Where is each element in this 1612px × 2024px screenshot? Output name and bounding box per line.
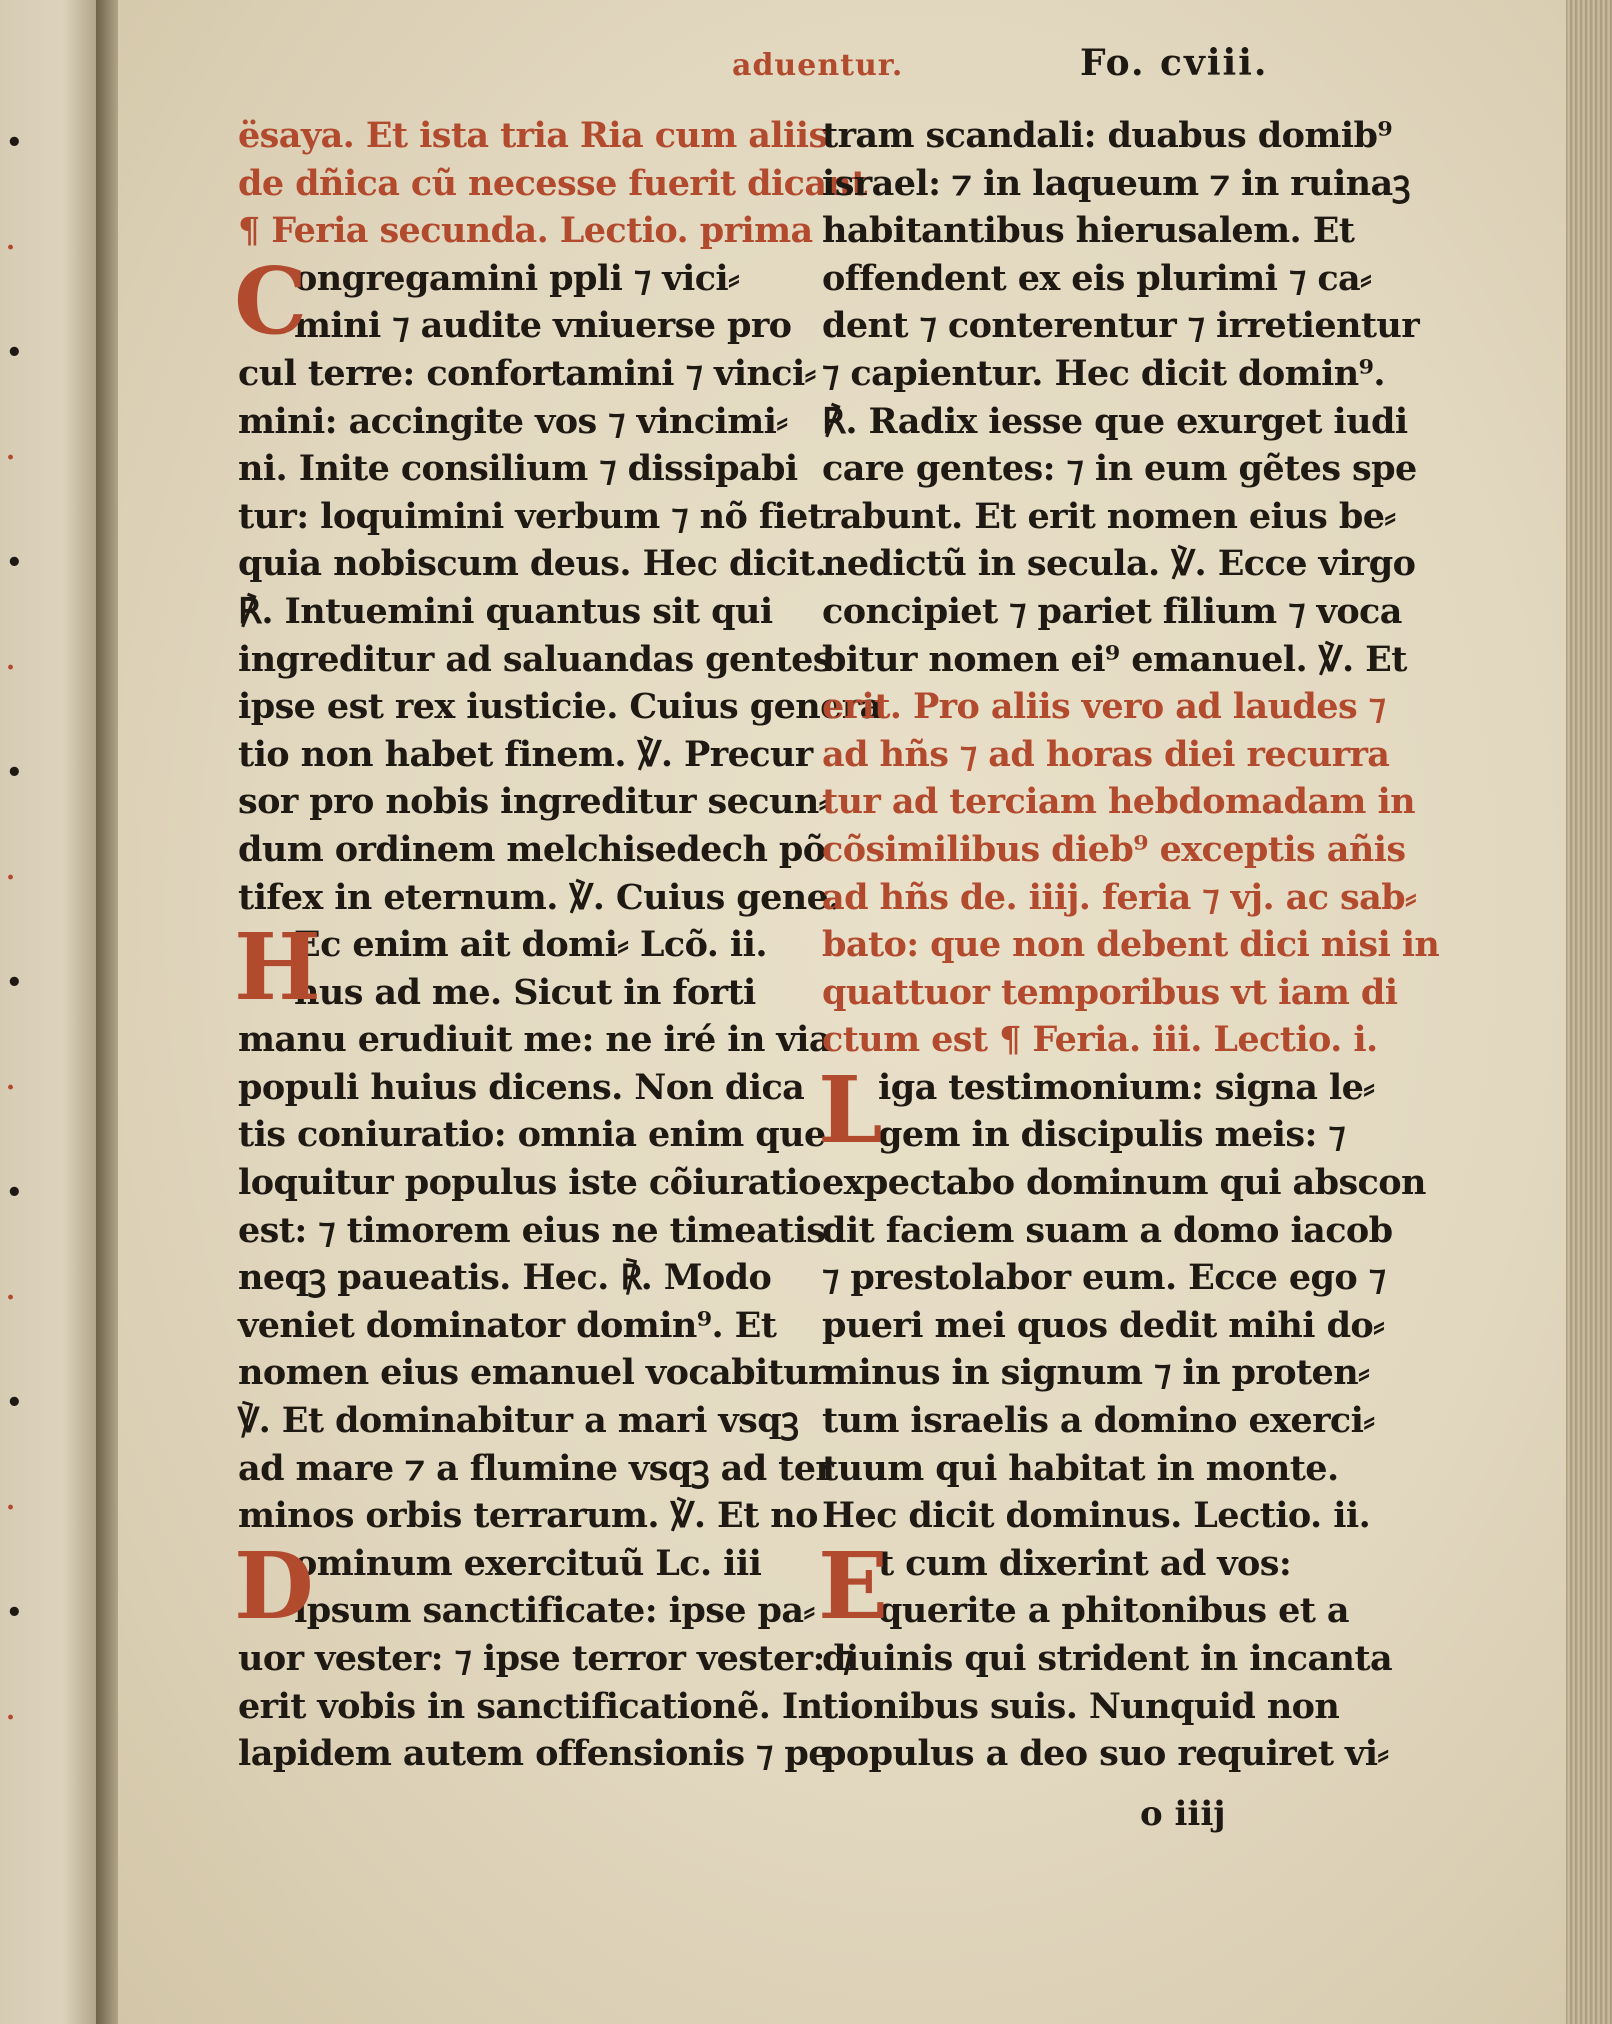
text-line	[822, 540, 1416, 588]
folio-number: Fo. cviii.	[1080, 42, 1269, 84]
line-text: ℣. Et dominabitur a mari vsqꝫ	[238, 1400, 799, 1442]
facing-page-mark: •	[6, 338, 23, 368]
line-text: mini ⁊ audite vniuerse pro	[294, 305, 792, 347]
line-text: ad hñs ⁊ ad horas diei recurra	[822, 733, 1390, 775]
line-text: rabunt. Et erit nomen eius be⸗	[822, 495, 1396, 537]
text-line	[238, 1254, 813, 1302]
text-line	[238, 874, 840, 922]
facing-page-mark: ·	[6, 1073, 16, 1103]
drop-initial: D	[234, 1531, 314, 1640]
text-line	[822, 1302, 1397, 1350]
line-text: tionibus suis. Nunquid non	[822, 1685, 1340, 1727]
line-text: iga testimonium: signa le⸗	[878, 1066, 1375, 1108]
signature-mark: o iiij	[1140, 1794, 1226, 1834]
text-line	[822, 969, 1397, 1017]
line-text: pueri mei quos dedit mihi do⸗	[822, 1304, 1385, 1346]
text-column-right	[818, 112, 1440, 1832]
text-line	[822, 1207, 1397, 1255]
text-line	[822, 826, 1406, 874]
line-text: expectabo dominum qui abscon	[822, 1162, 1426, 1204]
text-line	[822, 874, 1417, 922]
text-line	[822, 588, 1402, 636]
text-line	[238, 636, 832, 684]
line-text: mini: accingite vos ⁊ vincimi⸗	[238, 400, 788, 442]
line-text: ni. Inite consilium ⁊ dissipabi	[238, 448, 798, 490]
text-line	[822, 1016, 1397, 1064]
text-line	[822, 1254, 1397, 1302]
text-line	[238, 683, 882, 731]
facing-page-mark: •	[6, 128, 23, 158]
line-text: ipsum sanctificate: ipse pa⸗	[294, 1590, 815, 1632]
line-text: israel: ⁊ in laqueum ⁊ in ruinaꝫ	[822, 162, 1410, 204]
line-text: dum ordinem melchisedech põ	[238, 828, 826, 870]
line-text: tram scandali: duabus domib⁹	[822, 115, 1393, 156]
line-text: quattuor temporibus vt iam di	[822, 971, 1398, 1013]
line-text: gem in discipulis meis: ⁊	[878, 1114, 1346, 1156]
line-text: cõsimilibus dieb⁹ exceptis añis	[822, 828, 1406, 870]
line-text: ⁊ prestolabor eum. Ecce ego ⁊	[822, 1257, 1386, 1299]
text-line	[238, 1064, 813, 1112]
facing-page-mark: •	[6, 968, 23, 998]
line-text: nus ad me. Sicut in forti	[294, 971, 756, 1013]
text-line	[822, 302, 1420, 350]
text-line	[822, 1492, 1397, 1540]
page-edges	[1566, 0, 1612, 2024]
text-line	[238, 493, 824, 541]
text-line	[238, 969, 813, 1017]
line-text: manu erudiuit me: ne iré in via	[238, 1019, 831, 1061]
text-line	[822, 683, 1397, 731]
text-line	[238, 1111, 826, 1159]
drop-initial: L	[818, 1055, 883, 1164]
text-line	[822, 1397, 1397, 1445]
line-text: ongregamini ppli ⁊ vici⸗	[294, 257, 740, 299]
text-line	[238, 1016, 831, 1064]
line-text: ominum exercituũ Lc. iii	[294, 1542, 762, 1584]
drop-initial: H	[234, 913, 321, 1022]
line-text: populi huius dicens. Non dica	[238, 1066, 805, 1108]
line-text: ℟. Radix iesse que exurget iudi	[822, 400, 1408, 442]
text-line	[822, 921, 1440, 969]
line-text: ¶ Feria secunda. Lectio. prima	[238, 210, 813, 252]
line-text: diuinis qui strident in incanta	[822, 1638, 1393, 1679]
text-line	[238, 588, 813, 636]
text-line	[822, 1587, 1397, 1635]
line-text: ipse est rex iusticie. Cuius genera	[238, 686, 882, 728]
line-text: tum israelis a domino exerci⸗	[822, 1400, 1375, 1442]
text-line	[238, 1635, 854, 1683]
drop-initial: E	[818, 1531, 888, 1640]
line-text: dit faciem suam a domo iacob	[822, 1209, 1393, 1251]
line-text: nedictũ in secula. ℣. Ecce virgo	[822, 543, 1416, 585]
text-line	[238, 398, 813, 446]
text-line	[238, 1730, 830, 1778]
text-line	[238, 207, 813, 255]
line-text: neqꝫ paueatis. Hec. ℟. Modo	[238, 1257, 772, 1299]
line-text: sor pro nobis ingreditur secun⸗	[238, 781, 830, 823]
facing-page-mark: •	[6, 1388, 23, 1418]
line-text: ingreditur ad saluandas gentes	[238, 638, 832, 680]
line-text: nomen eius emanuel vocabitur	[238, 1352, 826, 1394]
line-text: ℟. Intuemini quantus sit qui	[238, 590, 773, 632]
line-text: erit. Pro aliis vero ad laudes ⁊	[822, 686, 1386, 728]
text-line	[238, 350, 816, 398]
page-header	[720, 42, 1340, 92]
facing-page-mark: ·	[6, 1703, 16, 1733]
line-text: habitantibus hierusalem. Et	[822, 210, 1355, 252]
drop-initial: C	[234, 246, 307, 355]
text-line	[238, 1207, 826, 1255]
text-line	[822, 445, 1417, 493]
text-line	[822, 160, 1410, 208]
line-text: tis coniuratio: omnia enim que	[238, 1114, 826, 1156]
line-text: Hec dicit dominus. Lectio. ii.	[822, 1495, 1371, 1537]
line-text: concipiet ⁊ pariet filium ⁊ voca	[822, 590, 1402, 632]
line-text: dent ⁊ conterentur ⁊ irretientur	[822, 305, 1420, 347]
line-text: ësaya. Et ista tria Ria cum aliis	[238, 115, 828, 156]
text-line	[238, 1683, 823, 1731]
text-line	[822, 112, 1397, 160]
line-text: querite a phitonibus et a	[878, 1590, 1349, 1632]
text-line	[822, 1683, 1397, 1731]
text-column-left	[234, 112, 882, 1832]
line-text: tio non habet finem. ℣. Precur	[238, 733, 813, 775]
text-line	[238, 445, 813, 493]
line-text: est: ⁊ timorem eius ne timeatis	[238, 1209, 826, 1251]
text-line	[822, 1730, 1397, 1778]
text-line	[238, 1445, 834, 1493]
text-line	[238, 1159, 821, 1207]
line-text: uor vester: ⁊ ipse terror vester: ⁊	[238, 1638, 854, 1679]
line-text: ad mare ⁊ a flumine vsqꝫ ad ter	[238, 1447, 834, 1489]
line-text: populus a deo suo requiret vi⸗	[822, 1733, 1389, 1775]
line-text: erit vobis in sanctificationẽ. In	[238, 1685, 823, 1727]
line-text: Ec enim ait domi⸗ Lcõ. ii.	[294, 924, 767, 966]
text-line	[238, 160, 867, 208]
text-line	[822, 207, 1397, 255]
line-text: bitur nomen ei⁹ emanuel. ℣. Et	[822, 638, 1407, 680]
line-text: tifex in eternum. ℣. Cuius gene.	[238, 876, 840, 918]
line-text: ad hñs de. iiij. feria ⁊ vj. ac sab⸗	[822, 876, 1417, 918]
facing-page-mark: •	[6, 758, 23, 788]
text-line	[822, 1111, 1397, 1159]
text-line	[238, 731, 813, 779]
running-head: aduentur.	[732, 48, 904, 83]
facing-page-mark: ·	[6, 653, 16, 683]
text-line	[238, 302, 813, 350]
line-text: veniet dominator domin⁹. Et	[238, 1304, 777, 1346]
line-text: tuum qui habitat in monte.	[822, 1447, 1339, 1489]
line-text: bato: que non debent dici nisi in	[822, 924, 1440, 966]
text-line	[238, 112, 828, 160]
text-line	[822, 1159, 1426, 1207]
line-text: quia nobiscum deus. Hec dicit.	[238, 543, 827, 585]
facing-page-mark: •	[6, 1178, 23, 1208]
text-line	[822, 636, 1407, 684]
text-line	[822, 1445, 1397, 1493]
text-line	[238, 778, 830, 826]
text-line	[238, 1397, 813, 1445]
facing-page-mark: ·	[6, 1283, 16, 1313]
text-line	[822, 778, 1415, 826]
line-text: cul terre: confortamini ⁊ vinci⸗	[238, 352, 816, 394]
text-line	[238, 1349, 826, 1397]
facing-page-mark: ·	[6, 443, 16, 473]
facing-page-mark: ·	[6, 233, 16, 263]
line-text: minos orbis terrarum. ℣. Et no	[238, 1495, 818, 1537]
line-text: de dñica cũ necesse fuerit dicant	[238, 162, 867, 204]
text-line	[238, 540, 827, 588]
text-line	[822, 493, 1397, 541]
line-text: loquitur populus iste cõiuratio	[238, 1162, 821, 1204]
text-line	[822, 1349, 1397, 1397]
line-text: care gentes: ⁊ in eum gẽtes spe	[822, 448, 1417, 490]
text-line	[238, 1587, 813, 1635]
text-line	[822, 398, 1408, 446]
text-line	[822, 731, 1397, 779]
line-text: ⁊ capientur. Hec dicit domin⁹.	[822, 352, 1385, 394]
text-line	[238, 826, 826, 874]
line-text: offendent ex eis plurimi ⁊ ca⸗	[822, 257, 1372, 299]
facing-page-mark: •	[6, 548, 23, 578]
text-line	[238, 1302, 813, 1350]
text-line	[822, 350, 1397, 398]
line-text: tur: loquimini verbum ⁊ nõ fiet	[238, 495, 824, 537]
line-text: minus in signum ⁊ in proten⸗	[822, 1352, 1370, 1394]
facing-page-mark: ·	[6, 863, 16, 893]
facing-page-mark: •	[6, 1598, 23, 1628]
text-line	[822, 1635, 1397, 1683]
line-text: t cum dixerint ad vos:	[878, 1542, 1292, 1584]
line-text: ctum est ¶ Feria. iii. Lectio. i.	[822, 1019, 1378, 1061]
line-text: tur ad terciam hebdomadam in	[822, 781, 1415, 823]
line-text: lapidem autem offensionis ⁊ pe	[238, 1733, 830, 1775]
facing-page-mark: ·	[6, 1493, 16, 1523]
text-line	[238, 1492, 818, 1540]
text-line	[822, 255, 1397, 303]
facing-page-edge	[0, 0, 104, 2024]
